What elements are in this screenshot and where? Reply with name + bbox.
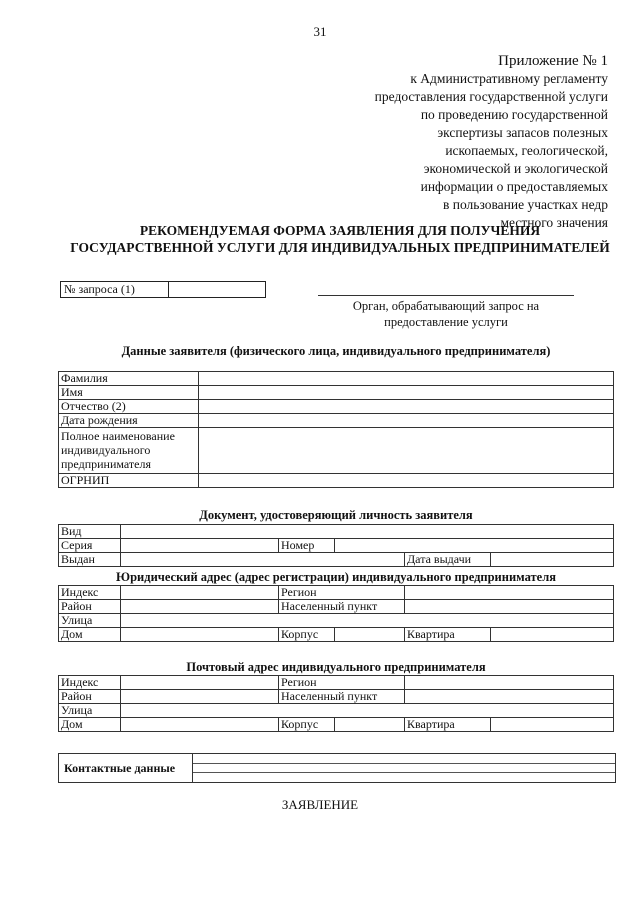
title-line-2: ГОСУДАРСТВЕННОЙ УСЛУГИ ДЛЯ ИНДИВИДУАЛЬНЫХ ПРЕДПРИНИМАТЕЛЕЙ — [70, 240, 610, 255]
request-number-label: № запроса (1) — [61, 282, 169, 297]
table-row — [59, 553, 614, 567]
fullname-label-line: предпринимателя — [61, 457, 151, 471]
document-table — [58, 524, 614, 567]
org-caption — [318, 298, 574, 330]
contact-box — [58, 753, 616, 783]
postal-street-label: Улица — [59, 704, 121, 718]
request-number-field[interactable] — [169, 282, 265, 297]
form-title — [40, 222, 640, 256]
appendix-line: информации о предоставляемых — [420, 179, 608, 194]
legal-building-label: Корпус — [279, 628, 335, 642]
appendix-note — [278, 52, 608, 232]
fullname-label-line: Полное наименование — [61, 429, 175, 443]
birthdate-field[interactable] — [199, 414, 614, 428]
appendix-line: предоставления государственной услуги — [374, 89, 608, 104]
table-row — [59, 386, 614, 400]
doc-issue-date-label: Дата выдачи — [405, 553, 491, 567]
contact-field[interactable] — [192, 754, 615, 782]
surname-label: Фамилия — [59, 372, 199, 386]
table-row — [59, 525, 614, 539]
patronymic-label: Отчество (2) — [59, 400, 199, 414]
doc-number-label: Номер — [279, 539, 335, 553]
doc-series-field[interactable] — [121, 539, 279, 553]
table-row — [59, 372, 614, 386]
doc-issue-date-field[interactable] — [491, 553, 614, 567]
legal-region-field[interactable] — [405, 586, 614, 600]
table-row — [59, 474, 614, 488]
postal-region-field[interactable] — [405, 676, 614, 690]
table-row — [59, 690, 614, 704]
doc-issued-label: Выдан — [59, 553, 121, 567]
table-row — [59, 414, 614, 428]
appendix-line: экономической и экологической — [423, 161, 608, 176]
legal-locality-label: Населенный пункт — [279, 600, 405, 614]
legal-house-field[interactable] — [121, 628, 279, 642]
postal-district-label: Район — [59, 690, 121, 704]
doc-type-field[interactable] — [121, 525, 614, 539]
legal-index-label: Индекс — [59, 586, 121, 600]
table-row — [59, 539, 614, 553]
legal-apartment-field[interactable] — [491, 628, 614, 642]
postal-district-field[interactable] — [121, 690, 279, 704]
table-row — [59, 600, 614, 614]
page-number: 31 — [313, 24, 327, 39]
legal-street-label: Улица — [59, 614, 121, 628]
postal-building-label: Корпус — [279, 718, 335, 732]
appendix-line: по проведению государственной — [420, 107, 608, 122]
postal-house-field[interactable] — [121, 718, 279, 732]
postal-address-heading: Почтовый адрес индивидуального предпринимателя — [186, 660, 486, 674]
name-field[interactable] — [199, 386, 614, 400]
contact-line — [193, 763, 615, 764]
postal-index-label: Индекс — [59, 676, 121, 690]
legal-region-label: Регион — [279, 586, 405, 600]
org-caption-line-1: Орган, обрабатывающий запрос на — [352, 299, 540, 313]
postal-house-label: Дом — [59, 718, 121, 732]
legal-index-field[interactable] — [121, 586, 279, 600]
applicant-table — [58, 371, 614, 488]
table-row — [59, 400, 614, 414]
legal-apartment-label: Квартира — [405, 628, 491, 642]
doc-series-label: Серия — [59, 539, 121, 553]
legal-building-field[interactable] — [335, 628, 405, 642]
patronymic-field[interactable] — [199, 400, 614, 414]
appendix-line: местного значения — [500, 215, 608, 230]
appendix-line: экспертизы запасов полезных — [437, 125, 608, 140]
applicant-heading: Данные заявителя (физического лица, индивидуального предпринимателя) — [121, 344, 551, 358]
name-label: Имя — [59, 386, 199, 400]
doc-number-field[interactable] — [335, 539, 614, 553]
postal-apartment-field[interactable] — [491, 718, 614, 732]
table-row — [59, 704, 614, 718]
appendix-line: Приложение № 1 — [498, 53, 608, 69]
legal-locality-field[interactable] — [405, 600, 614, 614]
ogrnip-field[interactable] — [199, 474, 614, 488]
postal-building-field[interactable] — [335, 718, 405, 732]
statement-heading: ЗАЯВЛЕНИЕ — [281, 797, 359, 812]
contact-label: Контактные данные — [64, 760, 176, 775]
legal-district-field[interactable] — [121, 600, 279, 614]
fullname-label — [59, 428, 199, 474]
birthdate-label: Дата рождения — [59, 414, 199, 428]
table-row — [59, 614, 614, 628]
legal-district-label: Район — [59, 600, 121, 614]
legal-address-table — [58, 585, 614, 642]
request-number-box — [60, 281, 266, 298]
postal-apartment-label: Квартира — [405, 718, 491, 732]
legal-street-field[interactable] — [121, 614, 614, 628]
appendix-line: к Административному регламенту — [410, 71, 608, 86]
contact-line — [193, 772, 615, 773]
appendix-line: в пользование участках недр — [443, 197, 608, 212]
org-signature-line[interactable] — [318, 295, 574, 296]
table-row — [59, 586, 614, 600]
ogrnip-label: ОГРНИП — [59, 474, 199, 488]
postal-street-field[interactable] — [121, 704, 614, 718]
appendix-line: ископаемых, геологической, — [445, 143, 608, 158]
postal-address-table — [58, 675, 614, 732]
postal-locality-field[interactable] — [405, 690, 614, 704]
fullname-field[interactable] — [199, 428, 614, 474]
legal-house-label: Дом — [59, 628, 121, 642]
postal-region-label: Регион — [279, 676, 405, 690]
legal-address-heading: Юридический адрес (адрес регистрации) индивидуального предпринимателя — [116, 570, 556, 584]
postal-index-field[interactable] — [121, 676, 279, 690]
org-caption-line-2: предоставление услуги — [384, 315, 508, 329]
surname-field[interactable] — [199, 372, 614, 386]
postal-locality-label: Населенный пункт — [279, 690, 405, 704]
title-line-1: РЕКОМЕНДУЕМАЯ ФОРМА ЗАЯВЛЕНИЯ ДЛЯ ПОЛУЧЕНИЯ — [139, 223, 541, 238]
fullname-label-line: индивидуального — [61, 443, 151, 457]
table-row — [59, 718, 614, 732]
doc-issued-field[interactable] — [121, 553, 405, 567]
table-row — [59, 676, 614, 690]
document-heading: Документ, удостоверяющий личность заявителя — [199, 508, 473, 522]
table-row — [59, 428, 614, 474]
table-row — [59, 628, 614, 642]
doc-type-label: Вид — [59, 525, 121, 539]
